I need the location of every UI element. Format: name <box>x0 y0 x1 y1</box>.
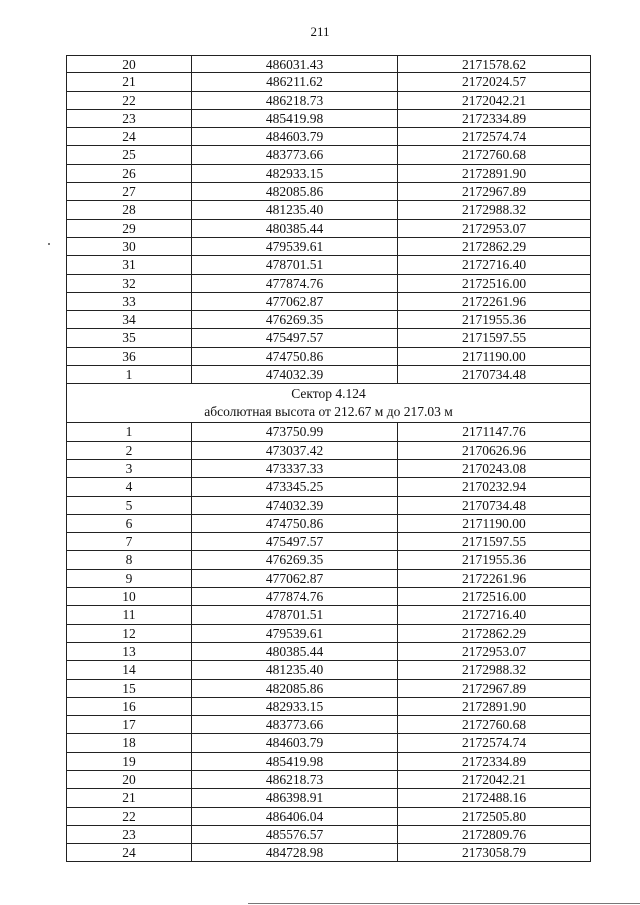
x-coordinate-cell: 473750.99 <box>192 423 398 440</box>
scan-edge-line <box>248 903 640 904</box>
page-number: 211 <box>310 24 330 39</box>
table-row <box>66 844 591 862</box>
y-coordinate-cell: 2172334.89 <box>461 753 527 769</box>
x-coordinate-cell: 481235.40 <box>192 661 398 678</box>
y-coordinate-cell: 2172024.57 <box>461 74 527 90</box>
x-coordinate-cell: 473037.42 <box>192 442 398 459</box>
x-coordinate-cell: 482933.15 <box>192 698 398 715</box>
y-coordinate-cell: 2172953.07 <box>461 643 527 659</box>
point-number-cell: 30 <box>67 238 192 255</box>
x-coordinate-cell: 485576.57 <box>192 826 398 843</box>
x-coordinate-cell: 486398.91 <box>192 789 398 806</box>
point-number-cell: 24 <box>67 128 192 145</box>
y-coordinate-cell: 2172042.21 <box>461 92 527 108</box>
point-number-cell: 23 <box>67 826 192 843</box>
y-coordinate-cell: 2172716.40 <box>461 607 527 623</box>
x-coordinate-cell: 479539.61 <box>192 238 398 255</box>
x-coordinate-cell: 482085.86 <box>192 183 398 200</box>
y-coordinate-cell: 2172261.96 <box>461 570 527 586</box>
point-number-cell: 6 <box>67 515 192 532</box>
table-row <box>66 698 591 716</box>
point-number-cell: 25 <box>67 146 192 163</box>
table-row <box>66 128 591 146</box>
y-coordinate-cell: 2170232.94 <box>461 479 527 495</box>
x-coordinate-cell: 477062.87 <box>192 570 398 587</box>
x-coordinate-cell: 485419.98 <box>192 110 398 127</box>
y-coordinate-cell: 2172862.29 <box>461 238 527 254</box>
point-number-cell: 12 <box>67 625 192 642</box>
point-number-cell: 29 <box>67 220 192 237</box>
point-number-cell: 33 <box>67 293 192 310</box>
x-coordinate-cell: 486031.43 <box>192 56 398 72</box>
table-row <box>66 680 591 698</box>
point-number-cell: 31 <box>67 256 192 273</box>
y-coordinate-cell: 2172967.89 <box>461 184 527 200</box>
point-number-cell: 20 <box>67 56 192 72</box>
table-row <box>66 826 591 844</box>
table-row <box>66 146 591 164</box>
table-row <box>66 753 591 771</box>
sector-title: Сектор 4.124 <box>291 386 366 402</box>
y-coordinate-cell: 2172574.74 <box>461 129 527 145</box>
point-number-cell: 16 <box>67 698 192 715</box>
x-coordinate-cell: 483773.66 <box>192 716 398 733</box>
table-top-section <box>66 55 591 384</box>
table-row <box>66 661 591 679</box>
y-coordinate-cell: 2172488.16 <box>461 790 527 806</box>
table-row <box>66 275 591 293</box>
y-coordinate-cell: 2172516.00 <box>461 589 527 605</box>
y-coordinate-cell: 2171955.36 <box>461 312 527 328</box>
table-row <box>66 55 591 73</box>
table-row <box>66 442 591 460</box>
point-number-cell: 35 <box>67 329 192 346</box>
x-coordinate-cell: 480385.44 <box>192 643 398 660</box>
x-coordinate-cell: 484728.98 <box>192 844 398 861</box>
table-row <box>66 110 591 128</box>
table-row <box>66 497 591 515</box>
y-coordinate-cell: 2171597.55 <box>461 330 527 346</box>
x-coordinate-cell: 486211.62 <box>192 73 398 90</box>
y-coordinate-cell: 2172988.32 <box>461 202 527 218</box>
x-coordinate-cell: 475497.57 <box>192 533 398 550</box>
table-row <box>66 366 591 384</box>
coordinates-table <box>66 55 591 862</box>
x-coordinate-cell: 474032.39 <box>192 497 398 514</box>
x-coordinate-cell: 482085.86 <box>192 680 398 697</box>
point-number-cell: 2 <box>67 442 192 459</box>
x-coordinate-cell: 476269.35 <box>192 311 398 328</box>
y-coordinate-cell: 2172516.00 <box>461 275 527 291</box>
x-coordinate-cell: 473345.25 <box>192 478 398 495</box>
x-coordinate-cell: 479539.61 <box>192 625 398 642</box>
point-number-cell: 1 <box>67 366 192 383</box>
x-coordinate-cell: 474750.86 <box>192 348 398 365</box>
table-row <box>66 716 591 734</box>
table-row <box>66 643 591 661</box>
point-number-cell: 14 <box>67 661 192 678</box>
table-row <box>66 293 591 311</box>
point-number-cell: 4 <box>67 478 192 495</box>
y-coordinate-cell: 2172334.89 <box>461 110 527 126</box>
y-coordinate-cell: 2172760.68 <box>461 717 527 733</box>
y-coordinate-cell: 2172042.21 <box>461 771 527 787</box>
table-row <box>66 808 591 826</box>
table-row <box>66 734 591 752</box>
table-bottom-section <box>66 423 591 862</box>
table-row <box>66 183 591 201</box>
x-coordinate-cell: 478701.51 <box>192 606 398 623</box>
y-coordinate-cell: 2172505.80 <box>461 808 527 824</box>
y-coordinate-cell: 2170243.08 <box>461 460 527 476</box>
table-row <box>66 165 591 183</box>
scan-mark <box>48 243 50 245</box>
x-coordinate-cell: 480385.44 <box>192 220 398 237</box>
point-number-cell: 15 <box>67 680 192 697</box>
point-number-cell: 18 <box>67 734 192 751</box>
table-row <box>66 771 591 789</box>
x-coordinate-cell: 477874.76 <box>192 275 398 292</box>
table-row <box>66 329 591 347</box>
point-number-cell: 32 <box>67 275 192 292</box>
point-number-cell: 24 <box>67 844 192 861</box>
x-coordinate-cell: 483773.66 <box>192 146 398 163</box>
x-coordinate-cell: 478701.51 <box>192 256 398 273</box>
table-row <box>66 238 591 256</box>
y-coordinate-cell: 2172574.74 <box>461 735 527 751</box>
table-row <box>66 478 591 496</box>
table-row <box>66 570 591 588</box>
table-row <box>66 311 591 329</box>
y-coordinate-cell: 2172891.90 <box>461 165 527 181</box>
x-coordinate-cell: 477874.76 <box>192 588 398 605</box>
point-number-cell: 26 <box>67 165 192 182</box>
point-number-cell: 11 <box>67 606 192 623</box>
point-number-cell: 22 <box>67 808 192 825</box>
y-coordinate-cell: 2172261.96 <box>461 293 527 309</box>
point-number-cell: 8 <box>67 551 192 568</box>
point-number-cell: 28 <box>67 201 192 218</box>
point-number-cell: 5 <box>67 497 192 514</box>
point-number-cell: 22 <box>67 92 192 109</box>
x-coordinate-cell: 482933.15 <box>192 165 398 182</box>
x-coordinate-cell: 486218.73 <box>192 771 398 788</box>
x-coordinate-cell: 473337.33 <box>192 460 398 477</box>
table-row <box>66 460 591 478</box>
table-row <box>66 256 591 274</box>
x-coordinate-cell: 486406.04 <box>192 808 398 825</box>
point-number-cell: 19 <box>67 753 192 770</box>
table-row <box>66 533 591 551</box>
point-number-cell: 21 <box>67 73 192 90</box>
y-coordinate-cell: 2171955.36 <box>461 552 527 568</box>
point-number-cell: 34 <box>67 311 192 328</box>
x-coordinate-cell: 475497.57 <box>192 329 398 346</box>
x-coordinate-cell: 481235.40 <box>192 201 398 218</box>
point-number-cell: 13 <box>67 643 192 660</box>
table-row <box>66 625 591 643</box>
y-coordinate-cell: 2172967.89 <box>461 680 527 696</box>
y-coordinate-cell: 2171190.00 <box>462 515 526 531</box>
y-coordinate-cell: 2172988.32 <box>461 662 527 678</box>
point-number-cell: 9 <box>67 570 192 587</box>
x-coordinate-cell: 486218.73 <box>192 92 398 109</box>
y-coordinate-cell: 2171190.00 <box>462 348 526 364</box>
x-coordinate-cell: 474032.39 <box>192 366 398 383</box>
y-coordinate-cell: 2172862.29 <box>461 625 527 641</box>
y-coordinate-cell: 2171147.76 <box>462 424 526 440</box>
y-coordinate-cell: 2172716.40 <box>461 257 527 273</box>
y-coordinate-cell: 2172953.07 <box>461 220 527 236</box>
y-coordinate-cell: 2170734.48 <box>461 367 527 383</box>
x-coordinate-cell: 484603.79 <box>192 734 398 751</box>
x-coordinate-cell: 476269.35 <box>192 551 398 568</box>
y-coordinate-cell: 2172809.76 <box>461 826 527 842</box>
y-coordinate-cell: 2171597.55 <box>461 534 527 550</box>
table-row <box>66 789 591 807</box>
table-row <box>66 92 591 110</box>
table-row <box>66 201 591 219</box>
table-row <box>66 515 591 533</box>
sector-header <box>66 384 591 423</box>
x-coordinate-cell: 477062.87 <box>192 293 398 310</box>
table-row <box>66 551 591 569</box>
table-row <box>66 220 591 238</box>
x-coordinate-cell: 484603.79 <box>192 128 398 145</box>
sector-altitude: абсолютная высота от 212.67 м до 217.03 м <box>204 404 453 420</box>
table-row <box>66 348 591 366</box>
point-number-cell: 1 <box>67 423 192 440</box>
point-number-cell: 23 <box>67 110 192 127</box>
point-number-cell: 3 <box>67 460 192 477</box>
y-coordinate-cell: 2172891.90 <box>461 698 527 714</box>
x-coordinate-cell: 474750.86 <box>192 515 398 532</box>
y-coordinate-cell: 2172760.68 <box>461 147 527 163</box>
point-number-cell: 7 <box>67 533 192 550</box>
x-coordinate-cell: 485419.98 <box>192 753 398 770</box>
point-number-cell: 21 <box>67 789 192 806</box>
table-row <box>66 606 591 624</box>
table-row <box>66 588 591 606</box>
point-number-cell: 17 <box>67 716 192 733</box>
y-coordinate-cell: 2170734.48 <box>461 497 527 513</box>
point-number-cell: 10 <box>67 588 192 605</box>
point-number-cell: 36 <box>67 348 192 365</box>
y-coordinate-cell: 2173058.79 <box>461 845 527 861</box>
table-row <box>66 423 591 441</box>
table-row <box>66 73 591 91</box>
y-coordinate-cell: 2170626.96 <box>461 442 527 458</box>
y-coordinate-cell: 2171578.62 <box>461 57 527 72</box>
point-number-cell: 27 <box>67 183 192 200</box>
point-number-cell: 20 <box>67 771 192 788</box>
